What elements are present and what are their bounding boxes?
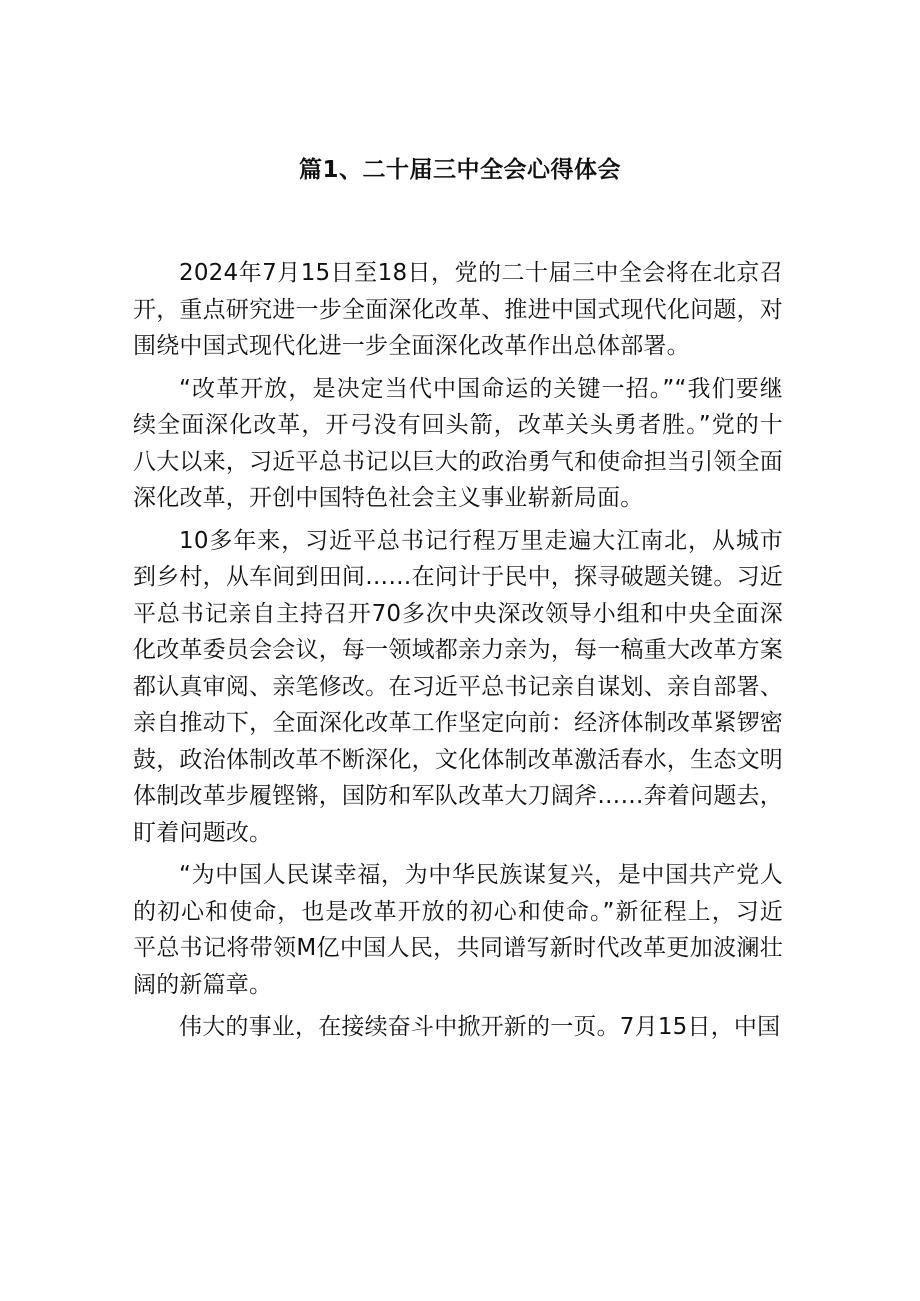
document-title: 篇1、二十届三中全会心得体会: [298, 157, 621, 183]
paragraph-1: 2024年7月15日至18日，党的二十届三中全会将在北京召开，重点研究进一步全面深化改革、推进中国式现代化问题，对围绕中国式现代化进一步全面深化改革作出总体部署。: [133, 260, 783, 359]
paragraph-3: 10多年来，习近平总书记行程万里走遍大江南北，从城市到乡村，从车间到田间……在问计于民中，探寻破题关键。习近平总书记亲自主持召开70多次中央深改领导小组和中央全面深化改革委员会会议，每一领域都亲力亲为，每一稿重大改革方案都认真审阅、亲笔修改。在习近平总书记亲自谋划、亲自部署、亲自推动下，全面深化改革工作坚定向前：经济体制改革紧锣密鼓，政治体制改革不断深化，文化体制改革激活春水，生态文明体制改革步履铿锵，国防和军队改革大刀阔斧……奔着问题去，盯着问题改。: [133, 527, 783, 846]
paragraph-5: 伟大的事业，在接续奋斗中掀开新的一页。7月15日，中国: [179, 1014, 781, 1040]
paragraph-2: “改革开放，是决定当代中国命运的关键一招。”“我们要继续全面深化改革，开弓没有回头箭，改革关头勇者胜。”党的十八大以来，习近平总书记以巨大的政治勇气和使命担当引领全面深化改革，开创中国特色社会主义事业崭新局面。: [133, 375, 783, 511]
document-body: [133, 255, 783, 1046]
paragraph-4: “为中国人民谋幸福，为中华民族谋复兴，是中国共产党人的初心和使命，也是改革开放的初心和使命。”新征程上，习近平总书记将带领M亿中国人民，共同谱写新时代改革更加波澜壮阔的新篇章。: [133, 862, 783, 998]
